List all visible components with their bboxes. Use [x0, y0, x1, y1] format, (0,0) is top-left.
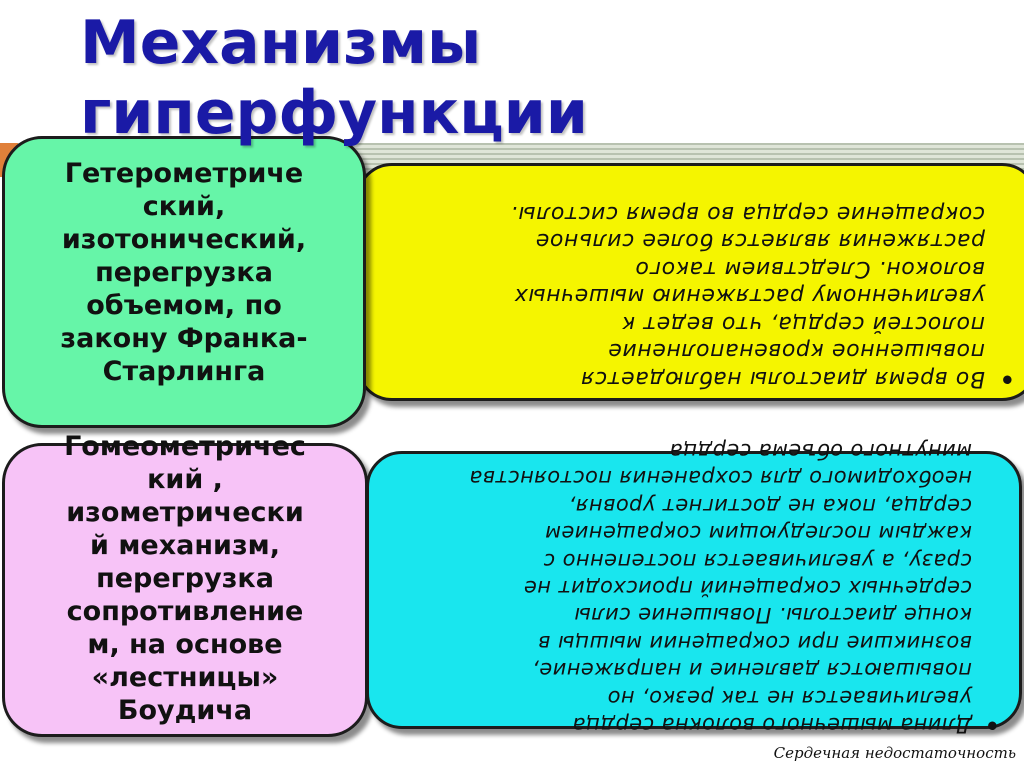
desc-line: минутного объема сердца — [669, 438, 972, 463]
desc-line: необходимого для сохранения постоянства — [469, 466, 972, 491]
desc-line: сердечных сокращений происходит не — [523, 575, 972, 600]
desc-line: конце диастолы. Повышение силы — [573, 603, 972, 628]
desc-line: повышенное кровенаполнение — [607, 338, 985, 364]
desc-line: увеличенному растяжению мышечных — [514, 283, 985, 309]
label-line: перегрузка — [96, 563, 274, 594]
desc-line: возникшие при сокращении мышцы в — [537, 630, 972, 655]
bullet-icon: • — [984, 711, 1000, 739]
bullet-icon: • — [999, 365, 1015, 393]
desc-line: полостей сердца, что ведет к — [621, 311, 985, 336]
label-line: Боудича — [117, 695, 253, 726]
desc-line: сокращение сердца во время систолы. — [510, 201, 985, 226]
label-line: изотонический, — [61, 224, 307, 255]
heterometric-label — [5, 157, 363, 388]
label-line: «лестницы» — [91, 662, 279, 693]
label-line: Гетерометриче — [64, 158, 304, 189]
desc-line: волокон. Следствием такого — [634, 256, 985, 281]
desc-line: Длина мышечного волокна сердца — [572, 713, 972, 737]
homeometric-label — [2, 430, 368, 727]
heterometric-description-box — [356, 163, 1024, 401]
label-line: перегрузка — [95, 257, 273, 288]
heterometric-label-box — [2, 136, 366, 428]
label-line: ский, — [142, 191, 226, 222]
label-line: объемом, по — [86, 290, 282, 321]
desc-line: Во время диастолы наблюдается — [580, 366, 985, 391]
desc-line: сразу, а увеличивается постепенно с — [543, 548, 972, 573]
homeometric-description — [390, 436, 1000, 738]
label-line: сопротивление — [66, 596, 304, 627]
desc-line: увеличивается не так резко, но — [607, 685, 972, 710]
page-title: Механизмы гиперфункции — [80, 8, 588, 148]
desc-line: сердца, пока не достигнет уровня, — [568, 493, 972, 518]
desc-line: каждым последующим сокращением — [544, 521, 972, 546]
desc-line: повышаются давление и напряжение, — [531, 658, 972, 683]
label-line: й механизм, — [90, 530, 280, 561]
heterometric-description — [385, 177, 1015, 392]
label-line: м, на основе — [87, 629, 283, 660]
footer-caption: Сердечная недостаточность — [773, 744, 1016, 762]
label-line: Старлинга — [102, 356, 266, 387]
label-line: закону Франка- — [60, 323, 308, 354]
desc-line: растяжения является более сильное — [535, 228, 985, 254]
label-line: Гомеометричес — [64, 431, 306, 462]
label-line: кий , — [147, 464, 223, 495]
label-line: изометрически — [66, 497, 304, 528]
